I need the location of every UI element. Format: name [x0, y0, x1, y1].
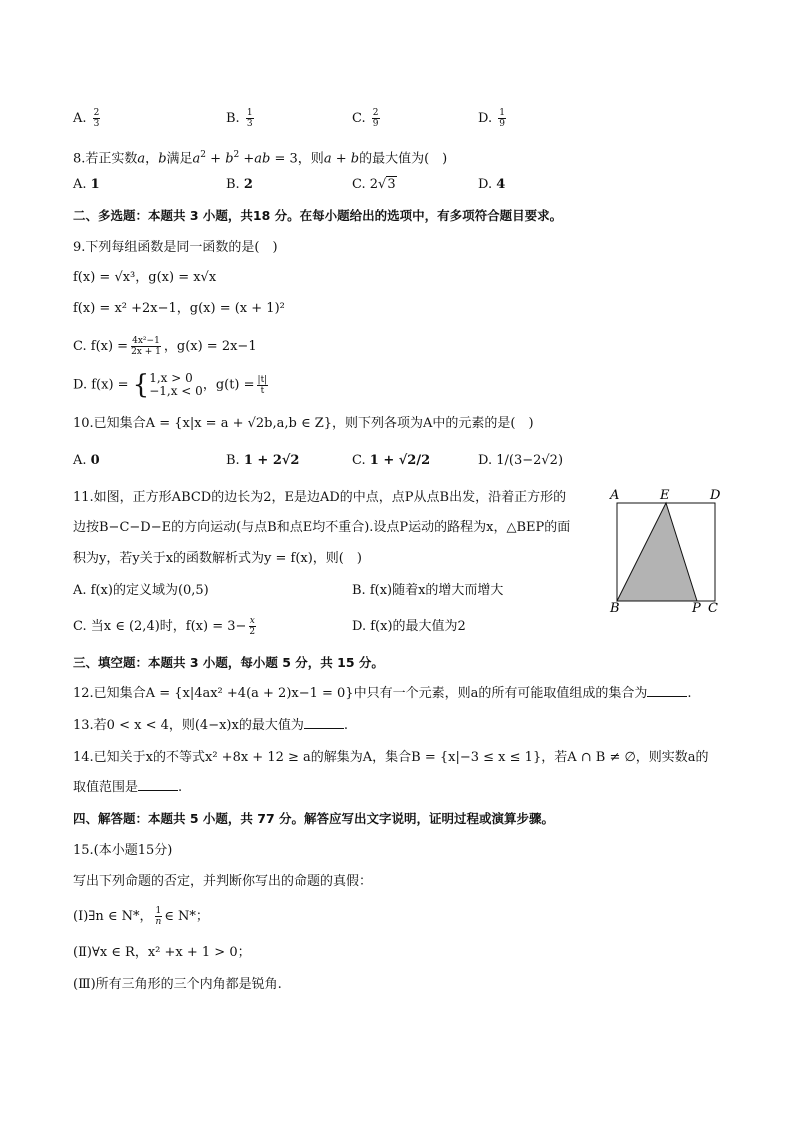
label-d: D [710, 488, 721, 503]
label-b: B [610, 601, 620, 614]
label-c: C [708, 601, 718, 614]
q8-option-c: C. 2√3 [352, 177, 396, 192]
q11-stem-line1: 11.如图，正方形ABCD的边长为2，E是边AD的中点，点P从点B出发，沿着正方形的 [73, 490, 567, 505]
section-2-heading: 二、多选题：本题共 3 小题，共18 分。在每小题给出的选项中，有多项符合题目要求。 [73, 208, 563, 223]
q14-answer-blank[interactable] [138, 778, 178, 791]
q15-title: 15.(本小题15分) [73, 843, 173, 858]
q14-line2: 取值范围是 . [73, 780, 183, 795]
q15-part-1: (Ⅰ)∃n ∈ N*， $\frac{1}{n}$ ∈ N*； [73, 906, 209, 927]
q10-option-c: C. 1 + √2/2 [352, 453, 431, 468]
section-3-heading: 三、填空题：本题共 3 小题，每小题 5 分，共 15 分。 [73, 655, 384, 670]
triangle-bep [617, 503, 697, 601]
q8-stem: 8.若正实数a，b满足$a^2 + b^2 +ab = 3$，则a + b的最大值为( ) [73, 150, 448, 167]
q11-figure [604, 484, 730, 614]
q15-instruction: 写出下列命题的否定，并判断你写出的命题的真假： [73, 874, 373, 889]
label-p: P [692, 601, 701, 614]
q15-part-3: (Ⅲ)所有三角形的三个内角都是锐角. [73, 977, 282, 992]
q9-option-c: C. f(x) = $\frac{\text{4x²−1}}{2x + 1}$ ，g(x) = 2x−1 [73, 336, 257, 357]
q12: 12.已知集合A = {x|4ax² +4(a + 2)x−1 = 0}中只有一个元素，则a的所有可能取值组成的集合为 . [73, 686, 692, 701]
q9-option-a: f(x) = √x³，g(x) = x√x [73, 270, 217, 285]
q14-line1: 14.已知关于x的不等式x² +8x + 12 ≥ a的解集为A，集合B = {x|−3 ≤ x ≤ 1}，若A ∩ B ≠ ∅，则实数a的 [73, 750, 709, 765]
q7-option-d: D. $\frac{1}{9}$ [478, 108, 505, 129]
label-e: E [660, 488, 670, 503]
q9-stem: 9.下列每组函数是同一函数的是( ) [73, 240, 278, 255]
q7-option-b: B. $\frac{1}{3}$ [226, 108, 253, 129]
q8-option-b: B. 2 [226, 177, 253, 192]
q11-stem-line2: 边按B−C−D−E的方向运动(与点B和点E均不重合).设点P运动的路程为x，△BEP的面 [73, 520, 571, 535]
q8-option-a: A. 1 [73, 177, 100, 192]
q11-option-d: D. f(x)的最大值为2 [352, 619, 466, 634]
section-4-heading: 四、解答题：本题共 5 小题，共 77 分。解答应写出文字说明，证明过程或演算步骤。 [73, 811, 555, 826]
q11-stem-line3: 积为y，若y关于x的函数解析式为y = f(x)，则( ) [73, 551, 362, 566]
q11-option-b: B. f(x)随着x的增大而增大 [352, 583, 504, 598]
q9-option-d: D. f(x) = { 1,x > 0 −1,x < 0 ，g(t) = $\frac{|t|}{t}$ [73, 370, 268, 400]
q9-option-b: f(x) = x² +2x−1，g(x) = (x + 1)² [73, 301, 285, 316]
q7-option-a: A. $\frac{2}{3}$ [73, 108, 100, 129]
label-a: A [610, 488, 620, 503]
q10-option-d: D. 1/(3−2√2) [478, 453, 564, 468]
q10-option-b: B. 1 + 2√2 [226, 453, 300, 468]
q15-part-2: (Ⅱ)∀x ∈ R，x² +x + 1 > 0； [73, 945, 251, 960]
q13-answer-blank[interactable] [304, 716, 344, 729]
q11-option-c: C. 当x ∈ (2,4)时，f(x) = 3− $\frac{x}{2}$ [73, 616, 256, 637]
q11-option-a: A. f(x)的定义域为(0,5) [73, 583, 209, 598]
q10-stem: 10.已知集合A = {x|x = a + √2b,a,b ∈ Z}，则下列各项为A中的元素的是( ) [73, 416, 534, 431]
q12-answer-blank[interactable] [647, 684, 687, 697]
q13: 13.若0 < x < 4，则(4−x)x的最大值为 . [73, 718, 348, 733]
q10-option-a: A. 0 [73, 453, 100, 468]
q7-option-c: C. $\frac{2}{9}$ [352, 108, 379, 129]
q8-option-d: D. 4 [478, 177, 506, 192]
